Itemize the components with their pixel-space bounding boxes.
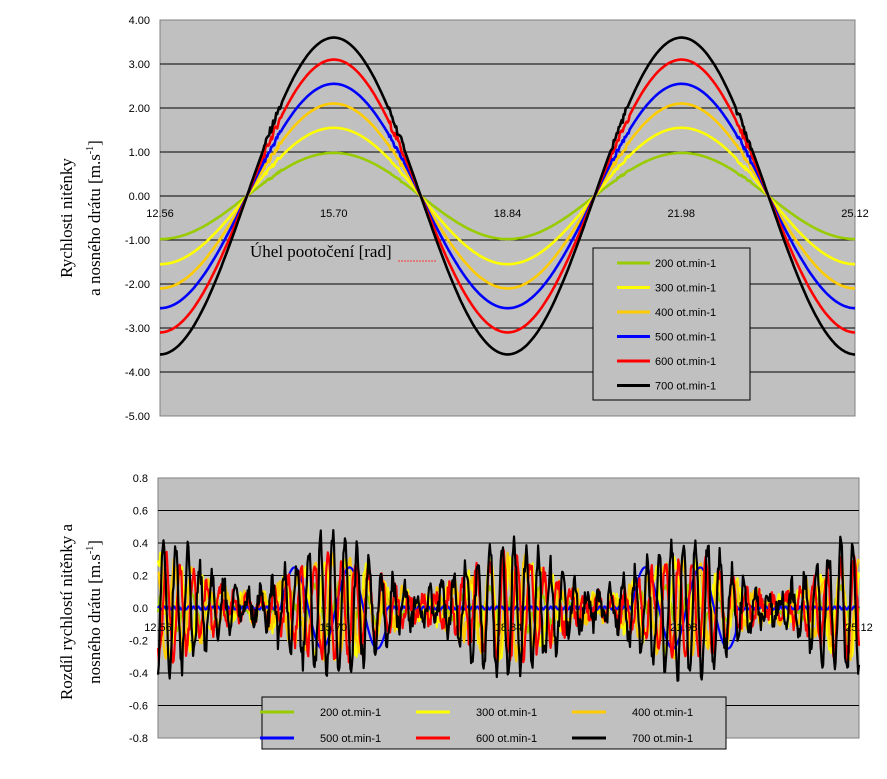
bottom-legend-label: 700 ot.min-1: [632, 733, 694, 745]
bottom-y-tick-label: 0.8: [132, 473, 148, 485]
bottom-y-tick-label: 0.6: [132, 505, 148, 518]
top-x-tick-label: 12.56: [146, 208, 174, 220]
top-x-tick-label: 25.12: [841, 208, 869, 220]
top-y-tick-label: 2.00: [128, 103, 150, 115]
bottom-x-tick-label: 15.70: [319, 622, 348, 634]
top-y-tick-label: 3.00: [128, 59, 150, 71]
bottom-legend-label: 300 ot.min-1: [476, 707, 538, 719]
top-x-annotation: Úhel pootočení [rad]: [250, 242, 392, 261]
top-legend: [593, 248, 750, 400]
top-x-tick-label: 18.84: [493, 208, 522, 220]
bottom-legend-label: 600 ot.min-1: [476, 733, 538, 745]
top-legend-label: 200 ot.min-1: [655, 258, 717, 270]
top-legend-label: 400 ot.min-1: [655, 307, 717, 319]
top-y-tick-label: -2.00: [124, 279, 150, 291]
top-y-tick-label: 4.00: [128, 15, 150, 27]
bottom-y-axis-label-line2: nosného drátu $[m.s^{-1}]$: [85, 540, 104, 684]
top-y-tick-label: -5.00: [124, 411, 150, 423]
top-legend-label: 500 ot.min-1: [655, 331, 717, 344]
bottom-y-tick-label: -0.2: [129, 635, 148, 648]
top-legend-label: 700 ot.min-1: [655, 380, 717, 393]
bottom-y-tick-label: 0.4: [132, 538, 148, 550]
top-y-tick-label: -1.00: [124, 235, 150, 247]
top-y-tick-label: -3.00: [124, 323, 150, 335]
bottom-x-tick-label: 12.56: [144, 622, 172, 634]
bottom-legend-label: 500 ot.min-1: [320, 733, 382, 745]
bottom-x-tick-label: 21.98: [669, 622, 698, 634]
bottom-x-tick-label: 25.12: [845, 622, 873, 634]
top-y-axis-label-line2: a nosného drátu $[m.s^{-1}]$: [85, 140, 104, 296]
top-chart: [57, 15, 869, 423]
top-legend-label: 600 ot.min-1: [655, 356, 717, 368]
bottom-y-tick-label: 0.2: [132, 570, 148, 583]
bottom-y-axis-label-line1: Rozdíl rychlostí nitěnky a: [57, 523, 76, 701]
bottom-y-tick-label: -0.8: [129, 733, 148, 745]
bottom-chart: [57, 473, 873, 749]
top-x-tick-label: 21.98: [667, 208, 696, 220]
top-x-tick-label: 15.70: [319, 208, 348, 220]
bottom-y-tick-labels: [129, 473, 148, 745]
top-y-tick-label: 1.00: [128, 147, 150, 159]
bottom-x-tick-label: 18.84: [494, 622, 523, 634]
top-y-tick-label: -4.00: [124, 367, 150, 379]
bottom-legend: [260, 697, 726, 749]
bottom-y-tick-label: -0.6: [129, 700, 148, 713]
top-legend-label: 300 ot.min-1: [655, 282, 717, 295]
bottom-legend-label: 400 ot.min-1: [632, 707, 694, 719]
bottom-y-tick-label: 0.0: [132, 603, 148, 615]
top-y-axis-label-line1: Rychlosti nitěnky: [57, 158, 76, 278]
bottom-y-tick-label: -0.4: [129, 668, 148, 680]
bottom-legend-label: 200 ot.min-1: [320, 707, 382, 719]
top-y-tick-label: 0.00: [128, 191, 150, 203]
